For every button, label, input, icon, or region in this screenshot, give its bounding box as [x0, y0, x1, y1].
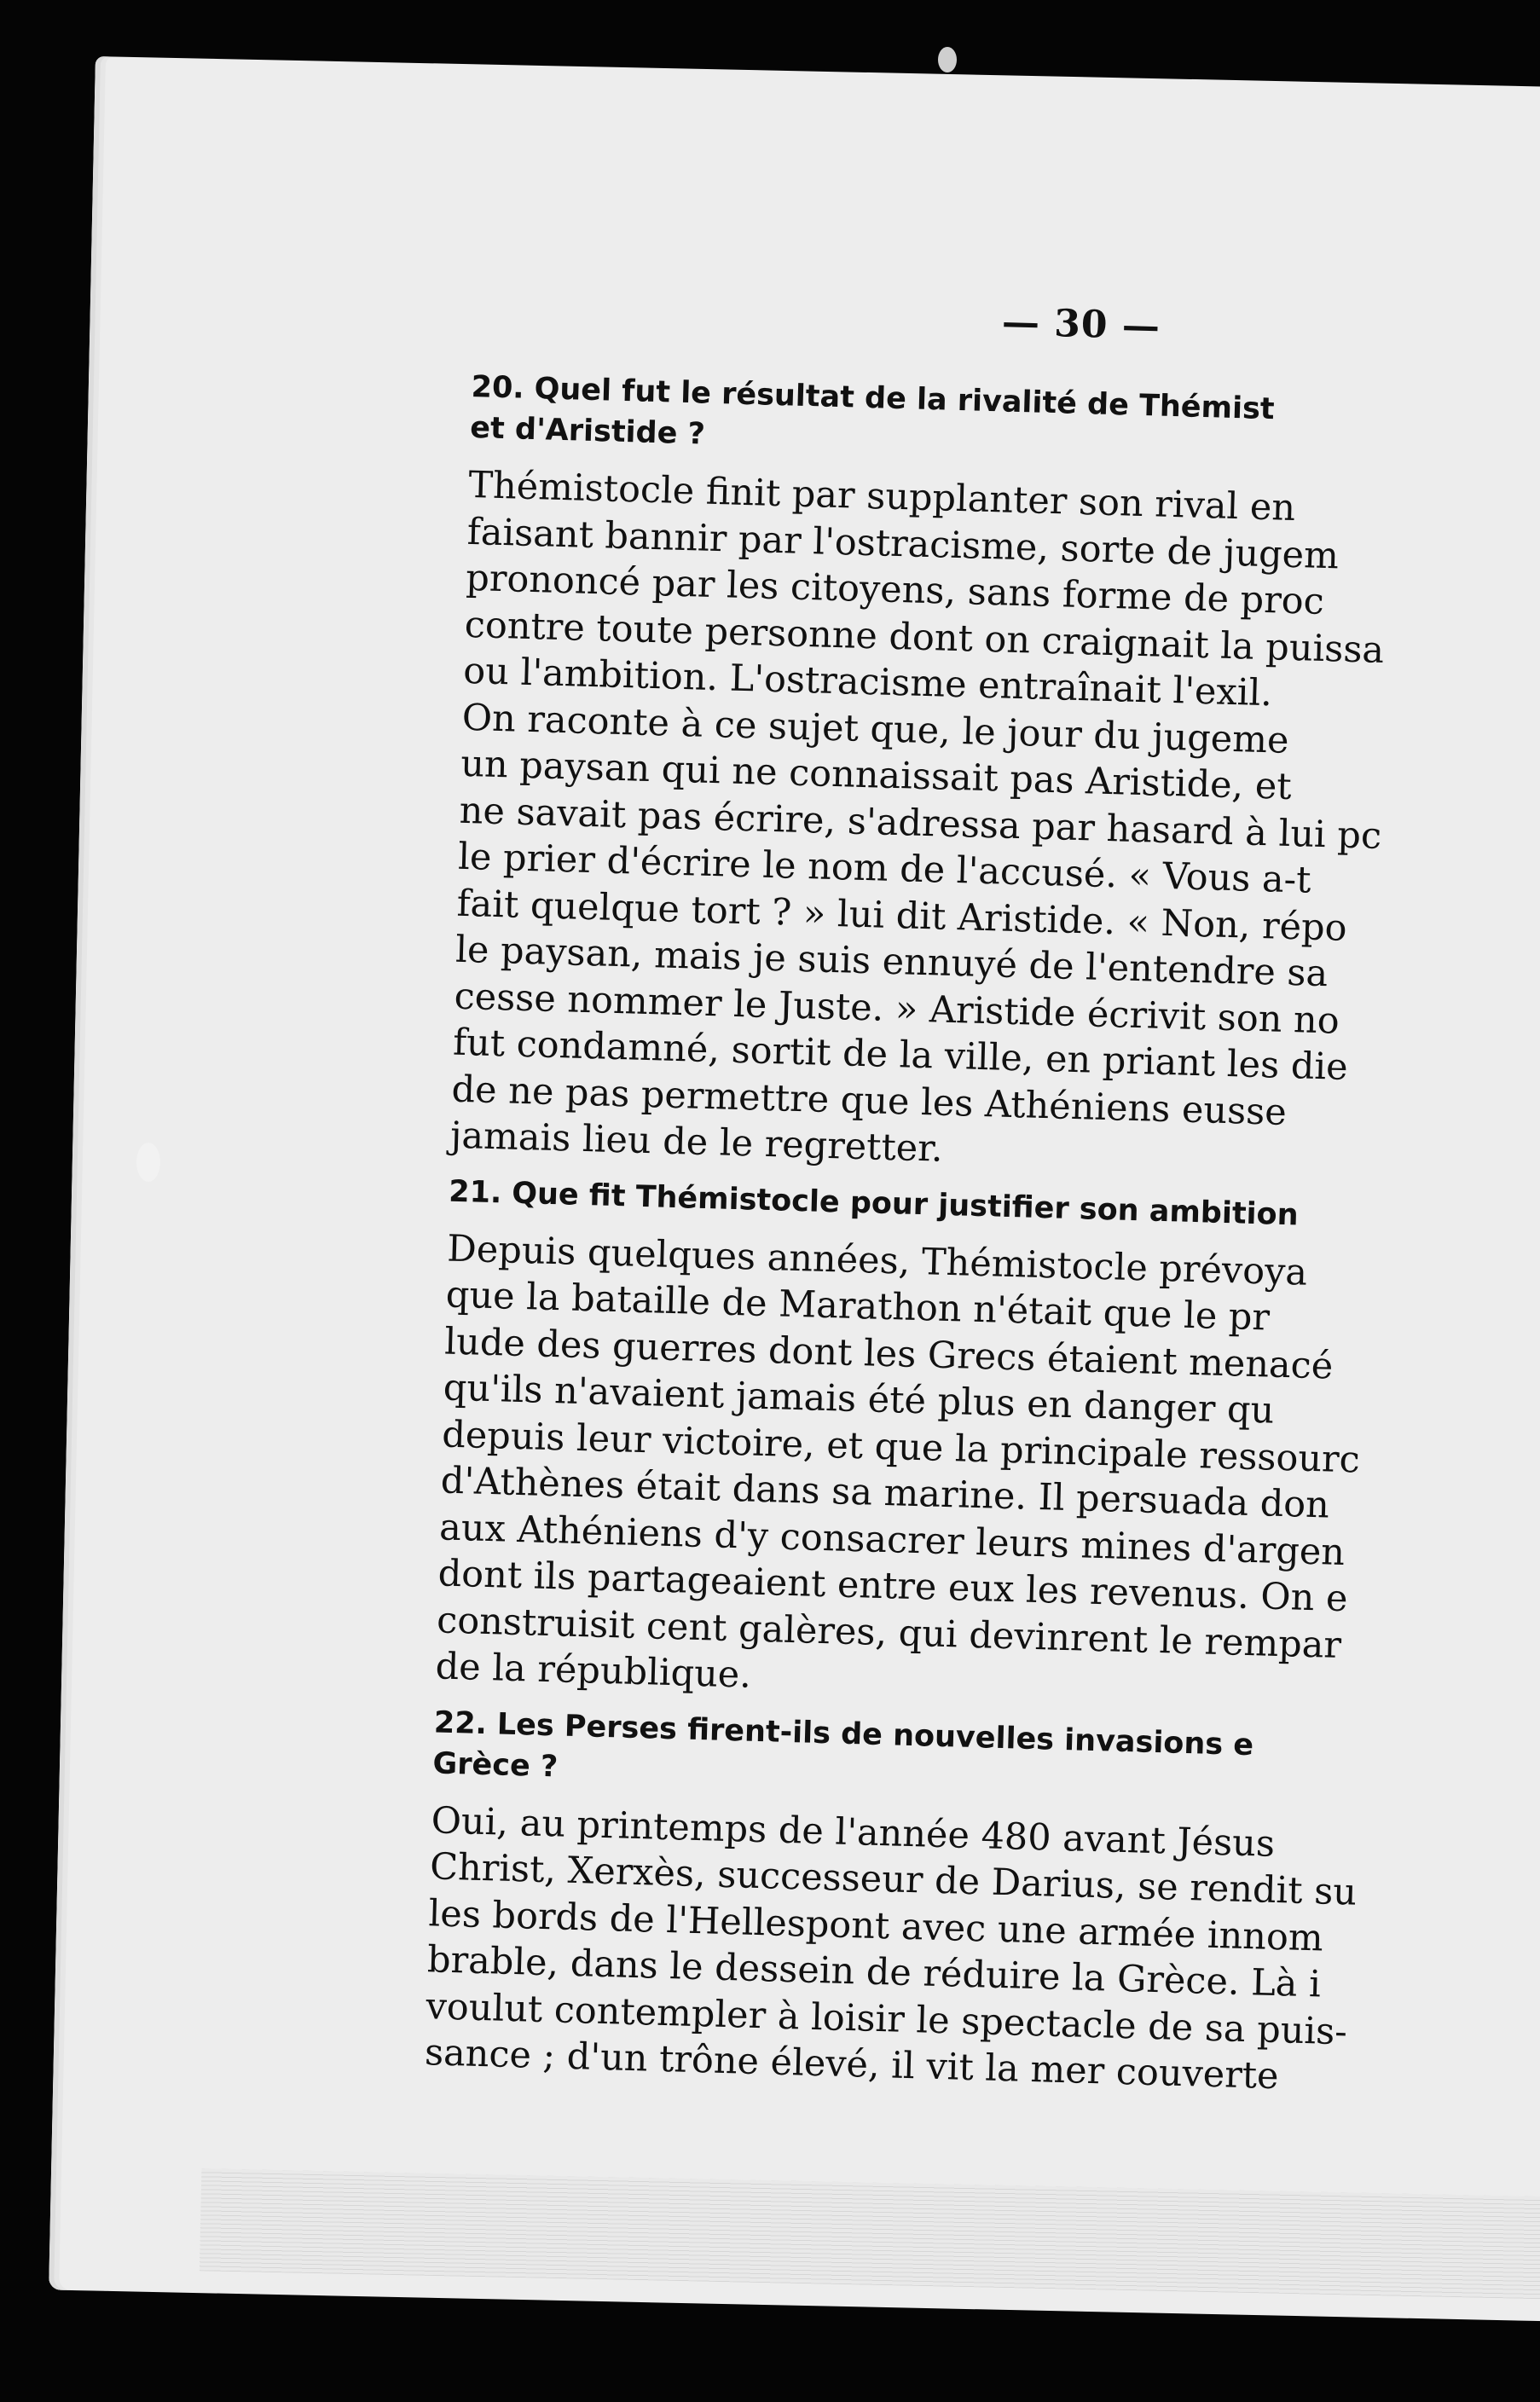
paper-speck — [938, 47, 957, 72]
answer-paragraph: Thémistocle finit par supplanter son rival en faisant bannir par l'ostracisme, sorte de jugem prononcé par les citoyens, sans forme de proc contre toute personne dont on craignait la puissa ou l'ambition. L'ostracisme entraînait l'exil. — [462, 463, 1385, 715]
question-text: Que fit Thémistocle pour justifier son ambition — [511, 1176, 1300, 1232]
answer-paragraph: Depuis quelques années, Thémistocle prévoya que la bataille de Marathon n'était que le pr lude des guerres dont les Grecs étaient menacé qu'ils n'avaient jamais été plus en danger qu depuis leur victoire, et que la principale ressourc d'Athènes était dans sa marine. Il persuada don aux Athéniens d'y consacrer leurs mines d'argen dont ils partageaient entre eux les revenus. On e construisit cent galères, qui devinrent le rempar de la république. — [435, 1227, 1361, 1697]
question-text: Les Perses firent-ils de nouvelles invasions e Grèce ? — [432, 1706, 1254, 1784]
answer-paragraph: On raconte à ce sujet que, le jour du jugeme un paysan qui ne connaissait pas Aristide, et ne savait pas écrire, s'adressa par hasard à lui pc le prier d'écrire le nom de l'accusé. « Vous a-t fait quelque tort ? » lui dit Aristide. « Non, répo le paysan, mais je suis ennuyé de l'entendre sa cesse nommer le Juste. » Aristide écrivit son no fut condamné, sortit de la ville, en priant les die de ne pas permettre que les Athéniens eusse jamais lieu de le regretter. — [449, 696, 1382, 1171]
page-text — [424, 286, 1540, 2119]
section-21 — [435, 1171, 1540, 1721]
paper-speck — [136, 1143, 160, 1182]
question-number: 21. — [448, 1174, 502, 1210]
question-number: 22. — [433, 1705, 488, 1741]
question-heading — [470, 367, 1540, 479]
section-22 — [424, 1702, 1540, 2107]
answer-paragraph: Oui, au printemps de l'année 480 avant Jésus Christ, Xerxès, successeur de Darius, se rendit su les bords de l'Hellespont avec une armée innom brable, dans le dessein de réduire la Grèce. Là i voulut contempler à loisir le spectacle de sa puis- sance ; d'un trône élevé, il vit la mer couverte — [424, 1798, 1358, 2098]
question-heading — [432, 1702, 1540, 1815]
page-number: — 30 — — [1001, 300, 1161, 349]
question-text: Quel fut le résultat de la rivalité de Thémist et d'Aristide ? — [469, 372, 1276, 452]
question-number: 20. — [471, 369, 525, 406]
section-20 — [449, 367, 1540, 1189]
